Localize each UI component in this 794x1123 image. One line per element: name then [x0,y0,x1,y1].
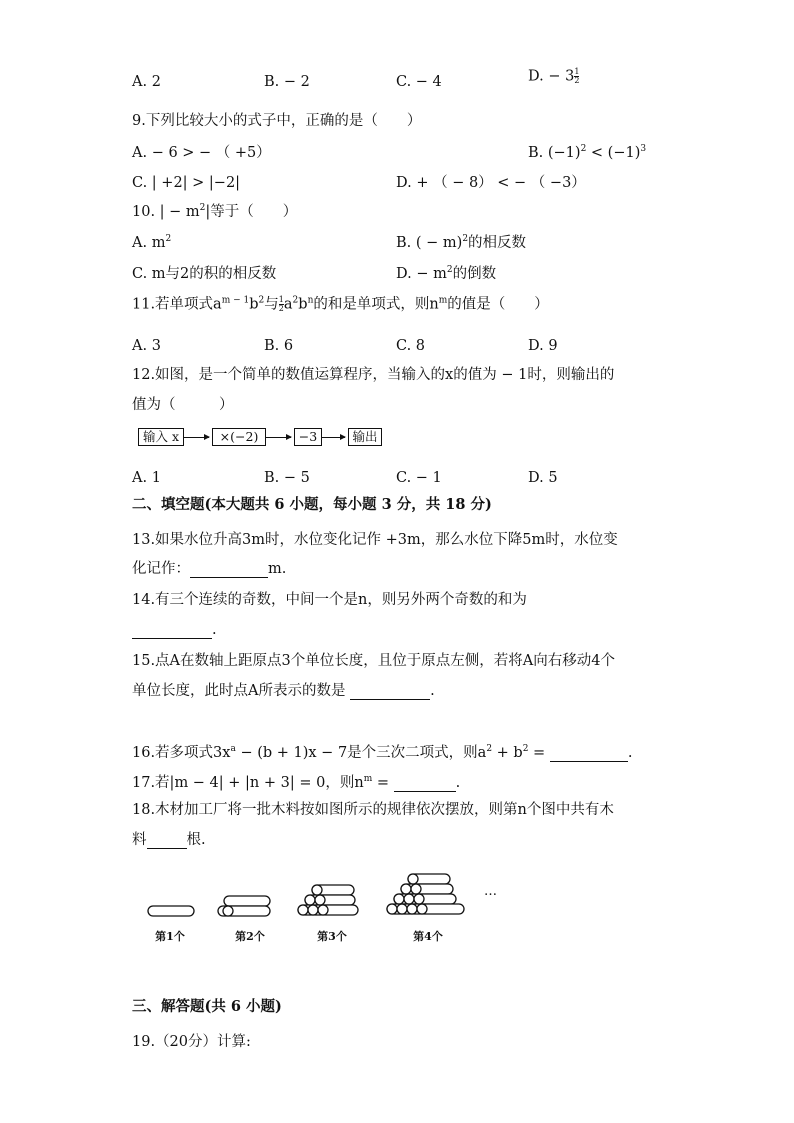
answer-blank[interactable] [350,685,430,700]
q11-stem-part: 的和是单项式，则n [313,296,439,313]
q10-option-b-part: B. ( − m) [396,235,463,251]
log-end [312,885,322,895]
q13-stem-part: m. [268,561,287,577]
q9-option-c: C. | +2| > |−2| [132,175,241,191]
q17-stem-part: . [455,775,461,791]
q18-stem-part: 根. [186,832,206,848]
exponent: 2 [199,203,206,214]
q10-stem-part: 10. | − m [132,204,200,220]
q17-stem-part: 17.若|m − 4| + |n + 3| = 0，则n [132,775,364,791]
q10-option-c: C. m与2的积的相反数 [132,266,277,282]
log-end [401,884,411,894]
q10-option-a [132,235,171,252]
q11-stem-part: 与 [264,296,279,313]
answer-blank[interactable] [394,777,456,792]
q9-option-b [528,145,646,162]
figure-caption-2: 第2个 [235,930,265,943]
q10-option-b [396,235,526,252]
flow-arrow [183,437,209,438]
q16-stem-part: 16.若多项式3x [132,745,231,761]
q14-stem-line1: 14.有三个连续的奇数，中间一个是n，则另外两个奇数的和为 [132,592,527,608]
log [394,894,456,904]
exponent: 2 [522,744,529,755]
q16-stem-part: . [627,745,633,761]
log [305,895,355,905]
q12-stem-line2: 值为（ ） [132,397,234,413]
q9-option-b-part: < (−1) [586,145,641,161]
q17-stem-part: = [372,775,394,791]
log-end [414,894,424,904]
answer-blank[interactable] [147,834,187,849]
q10-stem [132,204,297,221]
q10-option-d-part: D. − m [396,266,447,282]
log-stack-1 [148,906,194,916]
q8-option-c: C. − 4 [396,74,442,90]
q18-stem-line2 [132,832,206,849]
q11-option-d: D. 9 [528,338,558,354]
log [387,904,464,914]
q15-stem-line2 [132,683,435,700]
q11-stem-part: 11.若单项式a [132,296,222,313]
q14-stem-line2 [132,622,217,639]
q16-stem-part: = [528,745,550,761]
q9-option-a: A. − 6 > − （ +5） [132,145,271,161]
q18-stem-line1: 18.木材加工厂将一批木料按如图所示的规律依次摆放，则第n个图中共有木 [132,802,614,818]
q8-option-a: A. 2 [132,74,161,90]
log-end [417,904,427,914]
q11-stem-part: 的值是（ ） [447,296,549,313]
exponent: n [307,295,314,306]
figure-ellipsis: … [484,884,497,899]
answer-blank[interactable] [190,563,268,578]
q9-option-d: D. + （ − 8） < − （ −3） [396,175,586,191]
exponent: 2 [292,295,299,306]
log-end [408,874,418,884]
log-end [308,905,318,915]
exponent: m [438,295,448,306]
flow-subtract-box: −3 [294,428,322,446]
log-end [305,895,315,905]
log-stack-3 [298,885,358,915]
q8-option-b: B. − 2 [264,74,310,90]
exponent: m [363,774,373,785]
q13-stem-part: 化记作： [132,561,190,577]
q8-option-d [528,68,579,86]
fraction-numerator: 1 [278,295,284,304]
figure-caption-1: 第1个 [155,930,185,943]
log [298,905,358,915]
log-end [318,905,328,915]
q15-stem-line1: 15.点A在数轴上距原点3个单位长度，且位于原点左侧，若将A向右移动4个 [132,653,615,669]
log [401,884,453,894]
flow-arrow [265,437,291,438]
q11-stem-part: b [298,296,308,313]
log [224,896,270,906]
q12-option-a: A. 1 [132,470,161,486]
log-stack-2 [218,896,270,916]
q11-option-c: C. 8 [396,338,426,354]
figure-caption-3: 第3个 [317,930,347,943]
q16-stem-part: + b [492,745,523,761]
exponent: a [230,744,236,755]
flow-multiply-box: ×(−2) [212,428,266,446]
figure-caption-4: 第4个 [413,930,443,943]
q15-stem-part: . [430,683,435,699]
log [218,906,270,916]
fraction-denominator: 2 [574,76,580,85]
q16-stem [132,745,632,762]
q13-stem-line2 [132,561,286,578]
q12-option-c: C. − 1 [396,470,442,486]
exponent: 3 [640,144,647,155]
log [148,906,194,916]
fraction-numerator: 1 [574,67,580,76]
exponent: 2 [486,744,493,755]
flow-output-box: 输出 [348,428,382,446]
q12-stem-line1: 12.如图，是一个简单的数值运算程序，当输入的x的值为 − 1时，则输出的 [132,367,615,383]
q11-option-a: A. 3 [132,338,161,354]
exponent: 2 [446,265,453,276]
q12-option-b: B. − 5 [264,470,310,486]
answer-blank[interactable] [550,747,628,762]
log [408,874,450,884]
q10-option-d [396,266,496,283]
log-stack-4 [387,874,464,914]
log-end [394,894,404,904]
fraction-denominator: 2 [278,304,284,313]
q10-option-a-part: A. m [132,235,166,251]
log-end [404,894,414,904]
q12-option-d: D. 5 [528,470,558,486]
log [312,885,354,895]
section-2-heading: 二、填空题(本大题共 6 小题，每小题 3 分，共 18 分) [132,496,492,513]
q10-option-b-part: 的相反数 [468,235,527,251]
exponent: 2 [462,234,469,245]
q14-stem-part: . [212,622,217,638]
q11-stem-part: a [283,296,293,313]
log-end [315,895,325,905]
q11-stem [132,296,549,314]
q9-option-b-part: B. (−1) [528,145,581,161]
q9-stem: 9.下列比较大小的式子中，正确的是（ ） [132,113,422,129]
log-end [407,904,417,914]
answer-blank[interactable] [132,624,212,639]
log-end [397,904,407,914]
fraction [574,68,579,85]
exponent: m − 1 [221,295,250,306]
q11-stem-part: b [249,296,259,313]
log-end [298,905,308,915]
q11-option-b: B. 6 [264,338,294,354]
q16-stem-part: − (b + 1)x − 7是个三次二项式，则a [235,745,487,761]
exponent: 2 [580,144,587,155]
exponent: 2 [165,234,172,245]
flow-arrow [321,437,345,438]
log-end [223,906,233,916]
q10-option-d-part: 的倒数 [452,266,497,282]
q13-stem-line1: 13.如果水位升高3m时，水位变化记作 +3m，那么水位下降5m时，水位变 [132,532,618,548]
q8-option-d-text: D. − 3 [528,68,575,85]
q19-stem: 19.（20分）计算: [132,1034,251,1050]
q10-stem-part: |等于（ ） [205,204,298,220]
exponent: 2 [258,295,265,306]
log-end [411,884,421,894]
section-3-heading: 三、解答题(共 6 小题) [132,998,282,1015]
q17-stem [132,775,460,792]
log-end [387,904,397,914]
q15-stem-part: 单位长度，此时点A所表示的数是 [132,683,351,699]
q18-stem-part: 料 [132,832,147,848]
flow-input-box: 输入 x [138,428,184,446]
